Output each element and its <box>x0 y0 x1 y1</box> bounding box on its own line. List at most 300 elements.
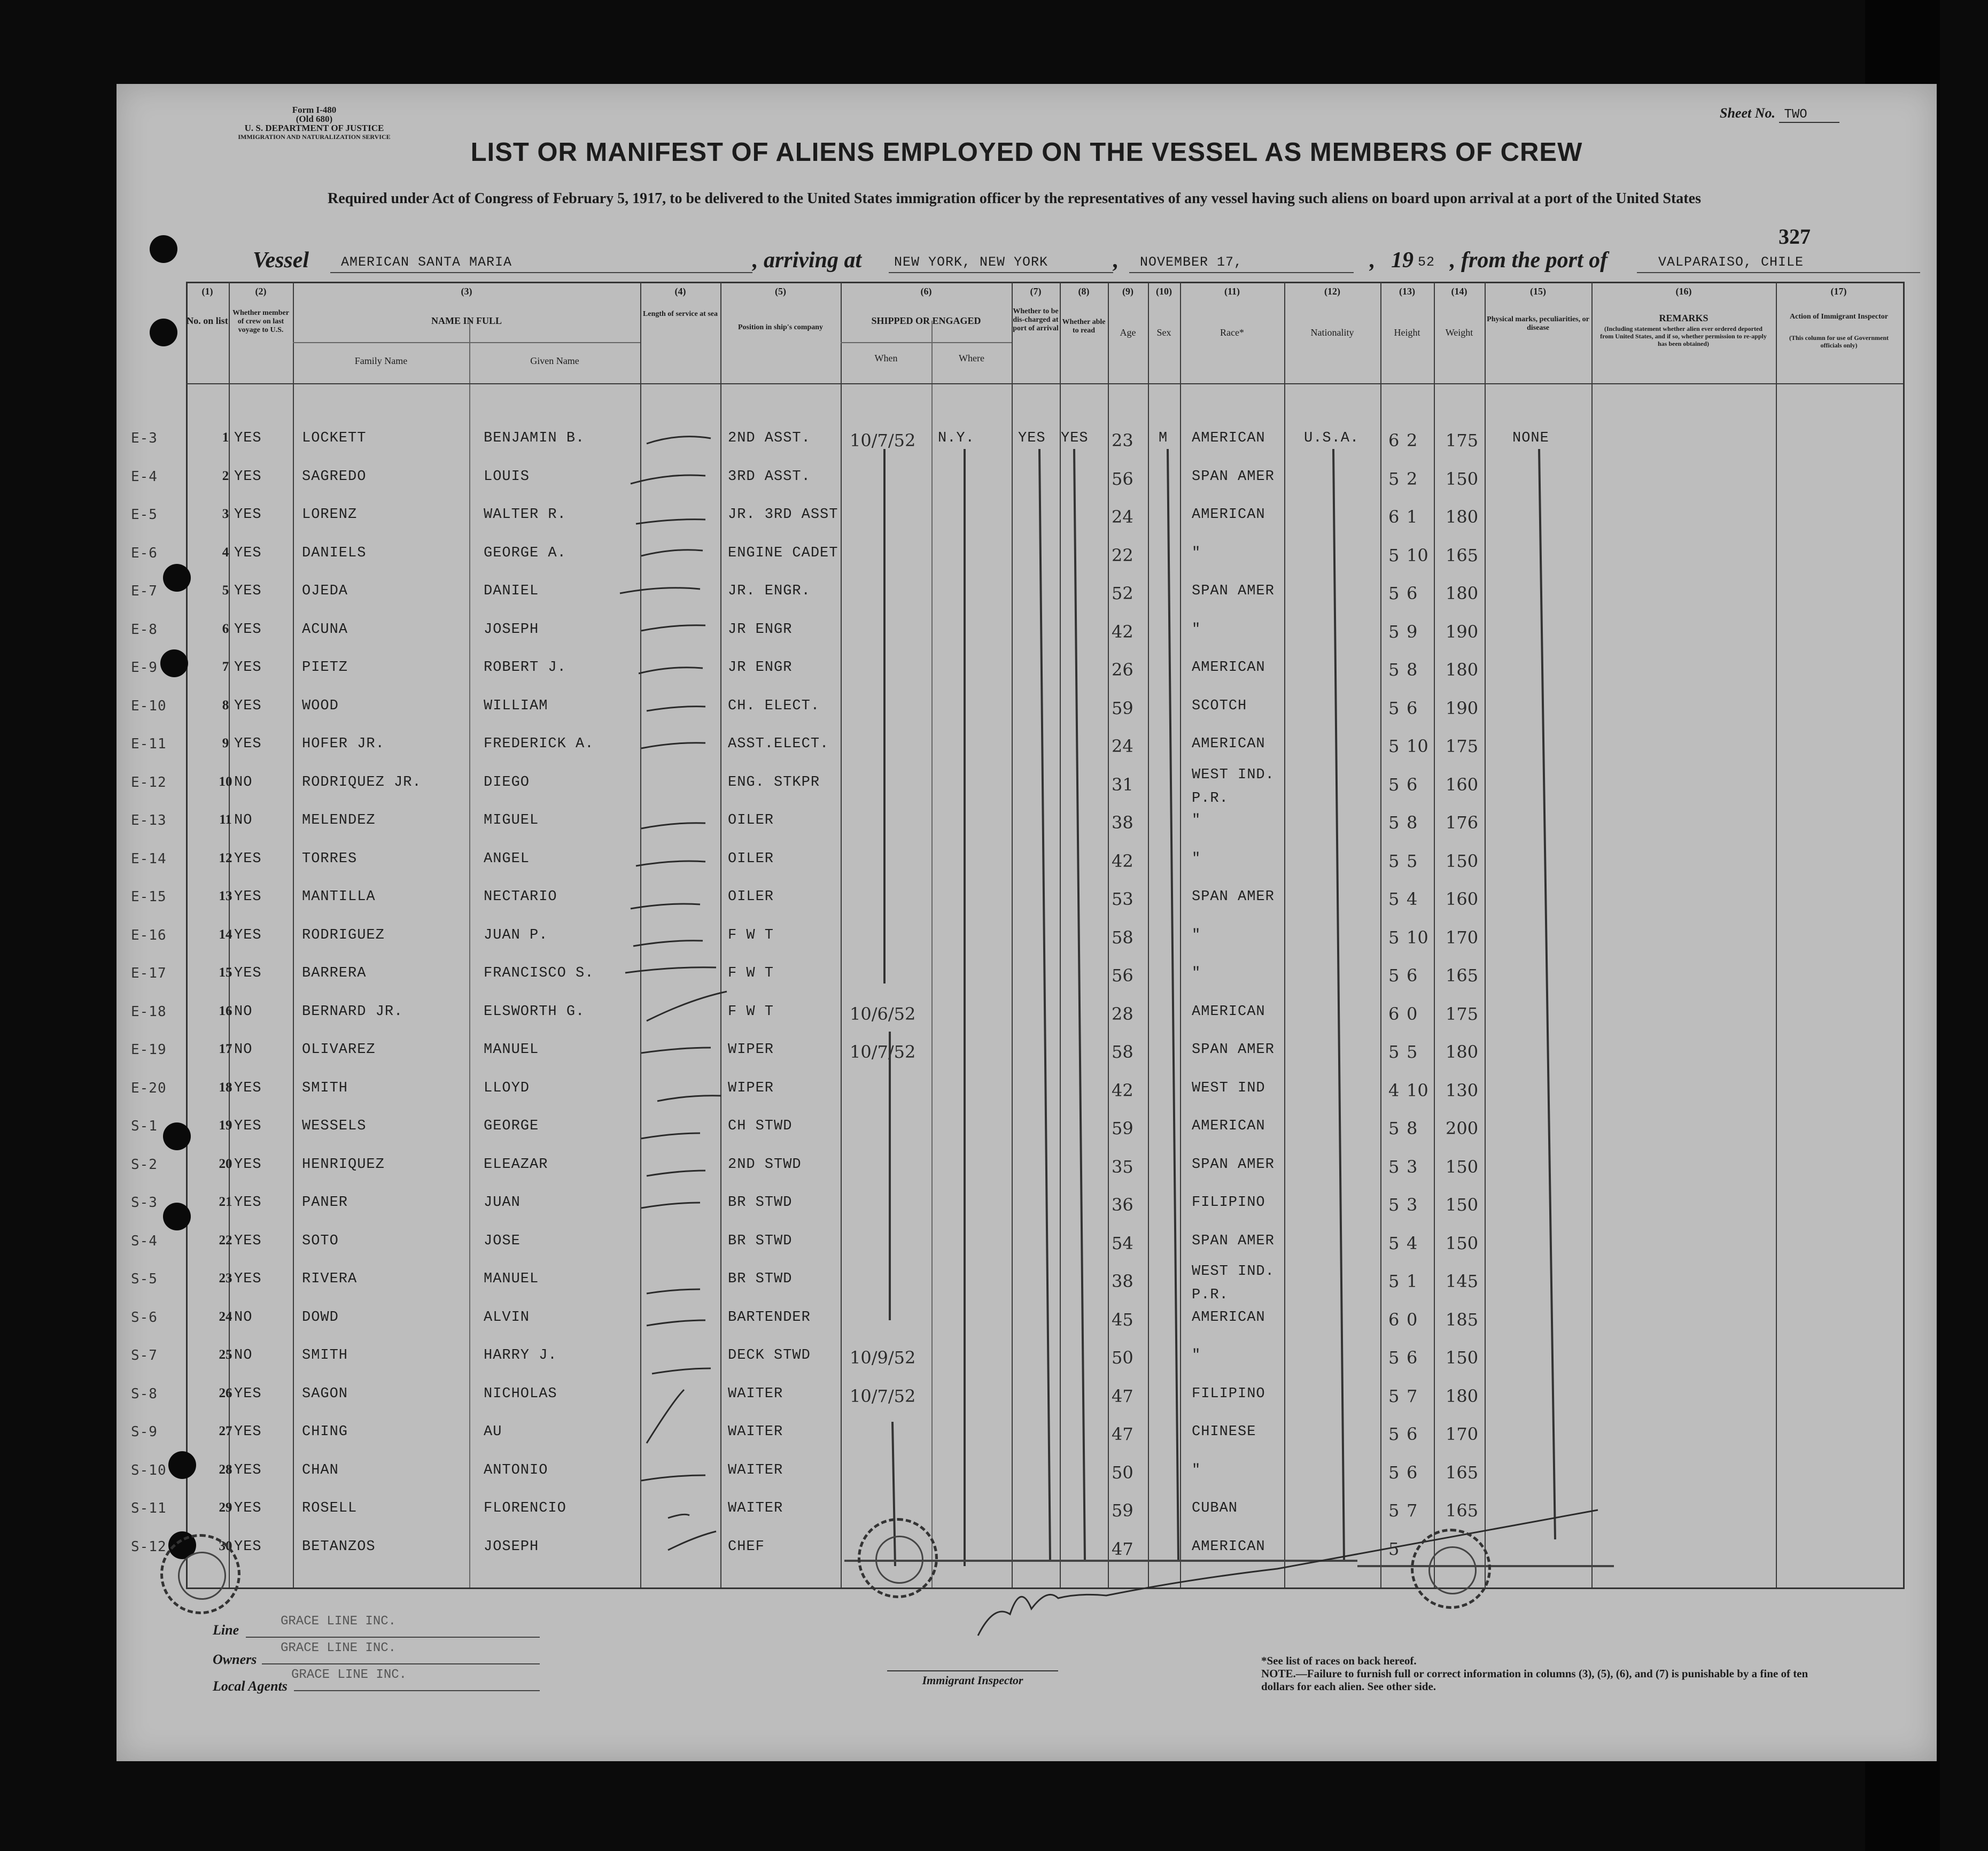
cell-where: N.Y. <box>938 430 975 446</box>
cell-family: MANTILLA <box>302 889 376 905</box>
cell-ht-in: 2 <box>1407 468 1418 489</box>
cell-when: 10/7/52 <box>850 430 916 451</box>
cell-no: 24 <box>219 1309 232 1324</box>
cell-family: SAGREDO <box>302 468 367 485</box>
year-suffix: 52 <box>1418 254 1435 270</box>
cell-position: OILER <box>728 850 774 867</box>
cell-age: 24 <box>1112 736 1133 756</box>
cell-family: SOTO <box>302 1233 339 1249</box>
cell-family: OLIVAREZ <box>302 1042 376 1058</box>
cell-weight: 176 <box>1446 812 1479 833</box>
cell-weight: 170 <box>1446 927 1479 948</box>
cell-code: E-17 <box>131 965 167 981</box>
cell-weight: 165 <box>1446 1462 1479 1483</box>
cell-no: 19 <box>219 1118 232 1133</box>
cell-code: E-8 <box>131 621 158 638</box>
cell-age: 35 <box>1112 1156 1133 1177</box>
header-shipped-engaged: SHIPPED OR ENGAGED <box>871 315 981 326</box>
cell-last: YES <box>234 507 262 523</box>
cell-weight: 150 <box>1446 468 1479 489</box>
cell-ht-ft: 5 <box>1388 736 1400 756</box>
cell-race: WEST IND <box>1192 1080 1265 1096</box>
inspector-signature-line: Immigrant Inspector <box>887 1670 1058 1687</box>
cell-given: JUAN <box>484 1195 521 1211</box>
cell-race: FILIPINO <box>1192 1385 1265 1402</box>
header-last-voyage: Whether member of crew on last voyage to U.S. <box>232 309 289 334</box>
cell-last: YES <box>234 468 262 485</box>
cell-age: 52 <box>1112 583 1133 603</box>
punch-hole <box>163 1122 191 1150</box>
colnum-9: (9) <box>1122 286 1133 297</box>
cell-age: 56 <box>1112 965 1133 986</box>
cell-age: 50 <box>1112 1347 1133 1368</box>
cell-race: AMERICAN <box>1192 736 1265 752</box>
cell-family: PIETZ <box>302 660 348 676</box>
colnum-8: (8) <box>1078 286 1090 297</box>
form-identifier <box>202 105 426 142</box>
cell-ht-in: 6 <box>1407 583 1418 603</box>
cell-given: FREDERICK A. <box>484 736 594 752</box>
sheet-number-value: TWO <box>1779 107 1839 123</box>
cell-last: YES <box>234 850 262 867</box>
cell-age: 59 <box>1112 1500 1133 1521</box>
arrival-date: NOVEMBER 17, <box>1140 254 1243 270</box>
cell-given: ELSWORTH G. <box>484 1003 585 1020</box>
cell-given: FRANCISCO S. <box>484 965 594 981</box>
header-shipped-when: When <box>874 353 898 363</box>
cell-no: 23 <box>219 1271 232 1285</box>
punch-hole <box>168 1451 196 1479</box>
cell-code: S-7 <box>131 1347 158 1364</box>
cell-position: BR STWD <box>728 1233 793 1249</box>
cell-given: ELEAZAR <box>484 1156 548 1173</box>
cell-weight: 165 <box>1446 965 1479 986</box>
cell-code: E-4 <box>131 468 158 485</box>
cell-no: 27 <box>219 1424 232 1438</box>
from-port: VALPARAISO, CHILE <box>1658 254 1804 270</box>
colnum-15: (15) <box>1530 286 1546 297</box>
cell-given: LOUIS <box>484 468 530 485</box>
sheet-number <box>1720 105 1839 122</box>
cell-position: JR. ENGR. <box>728 583 811 599</box>
cell-given: NICHOLAS <box>484 1385 557 1402</box>
cell-no: 3 <box>222 507 229 521</box>
cell-given: FLORENCIO <box>484 1500 566 1516</box>
header-position: Position in ship's company <box>737 323 824 331</box>
cell-given: ANGEL <box>484 850 530 867</box>
cell-race: WEST IND. <box>1192 1264 1275 1280</box>
cell-ht-ft: 5 <box>1388 850 1400 871</box>
cell-family: SAGON <box>302 1385 348 1402</box>
cell-ht-ft: 5 <box>1388 1042 1400 1062</box>
cell-no: 18 <box>219 1080 232 1095</box>
cell-ht-in: 6 <box>1407 1424 1418 1444</box>
port-stamp <box>160 1534 240 1614</box>
cell-weight: 150 <box>1446 1347 1479 1368</box>
header-family-name: Family Name <box>354 355 408 366</box>
cell-age: 38 <box>1112 812 1133 833</box>
cell-race: SPAN AMER <box>1192 1042 1275 1058</box>
cell-no: 9 <box>222 736 229 750</box>
cell-family: WOOD <box>302 698 339 714</box>
cell-ht-in: 10 <box>1407 736 1428 756</box>
cell-race: " <box>1192 1347 1201 1364</box>
cell-age: 26 <box>1112 660 1133 680</box>
cell-no: 22 <box>219 1233 232 1248</box>
port-stamp <box>858 1518 938 1598</box>
cell-age: 58 <box>1112 1042 1133 1062</box>
cell-age: 36 <box>1112 1195 1133 1215</box>
department-name: U. S. DEPARTMENT OF JUSTICE <box>244 123 384 133</box>
cell-given: JOSEPH <box>484 621 539 638</box>
cell-family: RODRIGUEZ <box>302 927 385 943</box>
cell-ht-ft: 5 <box>1388 545 1400 566</box>
cell-race: SPAN AMER <box>1192 468 1275 485</box>
cell-last: YES <box>234 1271 262 1287</box>
from-port-label: , from the port of <box>1450 248 1608 273</box>
cell-weight: 175 <box>1446 1003 1479 1024</box>
cell-family: BARRERA <box>302 965 367 981</box>
cell-position: WAITER <box>728 1424 783 1440</box>
colnum-17: (17) <box>1830 286 1847 297</box>
header-race: Race* <box>1220 327 1244 338</box>
cell-position: BR STWD <box>728 1271 793 1287</box>
cell-age: 31 <box>1112 774 1133 795</box>
header-remarks: REMARKS <box>1659 313 1709 323</box>
cell-race: WEST IND. <box>1192 766 1275 783</box>
cell-discharged: YES <box>1018 430 1046 446</box>
vessel-line: Vessel AMERICAN SANTA MARIA , arriving at NEW YORK, NEW YORK , NOVEMBER 17, , 19 52 , from the port of VALPARAISO, CHILE <box>253 244 1920 276</box>
cell-family: CHING <box>302 1424 348 1440</box>
cell-code: S-12 <box>131 1538 167 1555</box>
port-stamp <box>1411 1529 1491 1609</box>
header-length-of-service: Length of service at sea <box>643 310 718 318</box>
cell-given: JOSE <box>484 1233 521 1249</box>
cell-last: YES <box>234 1462 262 1478</box>
cell-code: E-3 <box>131 430 158 446</box>
cell-code: E-6 <box>131 545 158 561</box>
cell-last: YES <box>234 1424 262 1440</box>
cell-ht-ft: 5 <box>1388 698 1400 718</box>
cell-position: WAITER <box>728 1385 783 1402</box>
header-sex: Sex <box>1156 327 1171 338</box>
cell-no: 6 <box>222 621 229 636</box>
cell-code: S-8 <box>131 1385 158 1402</box>
cell-no: 1 <box>222 430 229 445</box>
cell-given: GEORGE A. <box>484 545 566 561</box>
cell-read: YES <box>1061 430 1089 446</box>
cell-no: 26 <box>219 1385 232 1400</box>
cell-age: 50 <box>1112 1462 1133 1483</box>
cell-ht-ft: 6 <box>1388 430 1400 451</box>
cell-code: E-10 <box>131 698 167 714</box>
cell-ht-ft: 5 <box>1388 965 1400 986</box>
cell-age: 47 <box>1112 1385 1133 1406</box>
cell-ht-in: 5 <box>1407 1042 1418 1062</box>
cell-weight: 160 <box>1446 889 1479 909</box>
cell-given: DIEGO <box>484 774 530 791</box>
cell-ht-in: 7 <box>1407 1385 1418 1406</box>
cell-ht-in: 7 <box>1407 1500 1418 1521</box>
cell-family: OJEDA <box>302 583 348 599</box>
cell-no: 25 <box>219 1347 232 1362</box>
page-subtitle: Required under Act of Congress of February 5, 1917, to be delivered to the United States immigration officer by the representatives of any vessel having such aliens on board upon arrival at a port of the United States <box>328 190 1701 207</box>
cell-weight: 175 <box>1446 430 1479 451</box>
cell-race: AMERICAN <box>1192 1538 1265 1555</box>
owners-value: GRACE LINE INC. <box>281 1641 397 1655</box>
cell-age: 59 <box>1112 698 1133 718</box>
cell-family: BETANZOS <box>302 1538 376 1555</box>
cell-position: 2ND STWD <box>728 1156 802 1173</box>
owners-label: Owners <box>213 1652 257 1667</box>
cell-ht-ft: 6 <box>1388 507 1400 527</box>
cell-no: 5 <box>222 583 229 598</box>
vessel-label: Vessel <box>253 248 309 273</box>
cell-weight: 190 <box>1446 621 1479 642</box>
colnum-14: (14) <box>1451 286 1467 297</box>
cell-no: 10 <box>219 774 232 789</box>
cell-given: AU <box>484 1424 502 1440</box>
cell-last: YES <box>234 621 262 638</box>
cell-given: JUAN P. <box>484 927 548 943</box>
cell-position: 3RD ASST. <box>728 468 811 485</box>
cell-ht-ft: 5 <box>1388 468 1400 489</box>
cell-ht-in: 6 <box>1407 698 1418 718</box>
cell-ht-ft: 5 <box>1388 660 1400 680</box>
cell-ht-in: 1 <box>1407 507 1418 527</box>
cell-when: 10/6/52 <box>850 1003 916 1024</box>
header-name-in-full: NAME IN FULL <box>431 315 502 326</box>
cell-code: S-9 <box>131 1424 158 1440</box>
cell-ht-in: 6 <box>1407 1462 1418 1483</box>
cell-no: 2 <box>222 468 229 483</box>
cell-position: ENGINE CADET <box>728 545 838 561</box>
cell-weight: 150 <box>1446 1233 1479 1253</box>
header-given-name: Given Name <box>530 355 579 366</box>
header-weight: Weight <box>1445 327 1473 338</box>
punch-hole <box>150 319 177 346</box>
cell-code: E-15 <box>131 889 167 905</box>
cell-code: E-20 <box>131 1080 167 1096</box>
cell-given: WILLIAM <box>484 698 548 714</box>
cell-code: E-19 <box>131 1042 167 1058</box>
cell-ht-in: 6 <box>1407 965 1418 986</box>
cell-ht-ft: 5 <box>1388 1500 1400 1521</box>
cell-no: 8 <box>222 698 229 712</box>
cell-last: YES <box>234 927 262 943</box>
cell-race-continued: P.R. <box>1192 1287 1229 1303</box>
cell-ht-ft: 5 <box>1388 1424 1400 1444</box>
cell-given: ROBERT J. <box>484 660 566 676</box>
race-note: *See list of races on back hereof. <box>1261 1654 1417 1667</box>
cell-weight: 150 <box>1446 1156 1479 1177</box>
cell-weight: 150 <box>1446 1195 1479 1215</box>
cell-family: BERNARD JR. <box>302 1003 403 1020</box>
cell-age: 53 <box>1112 889 1133 909</box>
punch-hole <box>160 649 188 677</box>
cell-marks: NONE <box>1512 430 1549 446</box>
cell-given: MANUEL <box>484 1271 539 1287</box>
cell-when: 10/7/52 <box>850 1042 916 1062</box>
cell-weight: 180 <box>1446 660 1479 680</box>
cell-last: YES <box>234 1538 262 1555</box>
cell-no: 13 <box>219 889 232 903</box>
cell-given: HARRY J. <box>484 1347 557 1364</box>
service-name: IMMIGRATION AND NATURALIZATION SERVICE <box>238 133 391 141</box>
cell-code: S-1 <box>131 1118 158 1134</box>
arriving-port: NEW YORK, NEW YORK <box>894 254 1049 270</box>
cell-ht-in: 3 <box>1407 1156 1418 1177</box>
cell-given: BENJAMIN B. <box>484 430 585 446</box>
cell-code: E-18 <box>131 1003 167 1020</box>
cell-age: 45 <box>1112 1309 1133 1330</box>
cell-race: " <box>1192 812 1201 828</box>
cell-code: S-2 <box>131 1156 158 1173</box>
cell-weight: 165 <box>1446 545 1479 566</box>
cell-sex: M <box>1159 430 1168 446</box>
punch-hole <box>163 1203 191 1230</box>
cell-given: GEORGE <box>484 1118 539 1134</box>
cell-last: YES <box>234 1080 262 1096</box>
cell-ht-ft: 5 <box>1388 1195 1400 1215</box>
cell-given: ANTONIO <box>484 1462 548 1478</box>
cell-family: HENRIQUEZ <box>302 1156 385 1173</box>
colnum-10: (10) <box>1156 286 1172 297</box>
cell-age: 54 <box>1112 1233 1133 1253</box>
cell-ht-in: 4 <box>1407 889 1418 909</box>
cell-age: 56 <box>1112 468 1133 489</box>
cell-no: 20 <box>219 1156 232 1171</box>
cell-ht-ft: 4 <box>1388 1080 1400 1101</box>
cell-weight: 190 <box>1446 698 1479 718</box>
cell-code: E-5 <box>131 507 158 523</box>
cell-race: " <box>1192 850 1201 867</box>
cell-no: 12 <box>219 850 232 865</box>
cell-family: PANER <box>302 1195 348 1211</box>
page-number: 327 <box>1779 224 1811 249</box>
cell-ht-in: 6 <box>1407 1347 1418 1368</box>
cell-given: NECTARIO <box>484 889 557 905</box>
cell-no: 15 <box>219 965 232 980</box>
cell-position: OILER <box>728 812 774 828</box>
colnum-4: (4) <box>674 286 686 297</box>
cell-ht-ft: 5 <box>1388 889 1400 909</box>
cell-ht-ft: 6 <box>1388 1309 1400 1330</box>
penalty-note: NOTE.—Failure to furnish full or correct information in columns (3), (5), (6), and (7) is punishable by a fine of ten dollars for each alien. See other side. <box>1261 1667 1808 1693</box>
cell-race: " <box>1192 1462 1201 1478</box>
cell-code: E-14 <box>131 850 167 867</box>
cell-ht-in: 8 <box>1407 812 1418 833</box>
cell-code: E-11 <box>131 736 167 752</box>
cell-position: F W T <box>728 1003 774 1020</box>
cell-race: SPAN AMER <box>1192 583 1275 599</box>
cell-race: AMERICAN <box>1192 660 1265 676</box>
line-label: Line <box>213 1622 239 1638</box>
cell-ht-in: 9 <box>1407 621 1418 642</box>
cell-race: AMERICAN <box>1192 1309 1265 1326</box>
colnum-6: (6) <box>920 286 932 297</box>
colnum-11: (11) <box>1224 286 1240 297</box>
cell-last: YES <box>234 736 262 752</box>
colnum-1: (1) <box>201 286 213 297</box>
cell-age: 47 <box>1112 1424 1133 1444</box>
cell-weight: 200 <box>1446 1118 1479 1139</box>
cell-age: 59 <box>1112 1118 1133 1139</box>
cell-family: LOCKETT <box>302 430 367 446</box>
cell-race: AMERICAN <box>1192 430 1265 446</box>
cell-nationality: U.S.A. <box>1304 430 1360 446</box>
cell-ht-ft: 5 <box>1388 1118 1400 1139</box>
colnum-2: (2) <box>255 286 267 297</box>
cell-last: YES <box>234 660 262 676</box>
cell-code: S-11 <box>131 1500 167 1516</box>
cell-last: NO <box>234 774 253 791</box>
header-height: Height <box>1394 327 1420 338</box>
cell-position: F W T <box>728 927 774 943</box>
cell-when: 10/9/52 <box>850 1347 916 1368</box>
page-title: LIST OR MANIFEST OF ALIENS EMPLOYED ON THE VESSEL AS MEMBERS OF CREW <box>470 138 1583 167</box>
arriving-label: , arriving at <box>752 248 862 273</box>
cell-race: " <box>1192 965 1201 981</box>
cell-weight: 150 <box>1446 850 1479 871</box>
cell-race: CUBAN <box>1192 1500 1238 1516</box>
cell-ht-ft: 6 <box>1388 1003 1400 1024</box>
punch-hole <box>150 235 177 263</box>
header-nationality: Nationality <box>1310 327 1354 338</box>
cell-race: FILIPINO <box>1192 1195 1265 1211</box>
cell-ht-ft: 5 <box>1388 812 1400 833</box>
cell-code: E-16 <box>131 927 167 943</box>
cell-given: DANIEL <box>484 583 539 599</box>
cell-age: 24 <box>1112 507 1133 527</box>
cell-code: S-10 <box>131 1462 167 1478</box>
cell-no: 4 <box>222 545 229 560</box>
cell-position: CH STWD <box>728 1118 793 1134</box>
colnum-7: (7) <box>1030 286 1042 297</box>
cell-ht-ft: 5 <box>1388 1462 1400 1483</box>
cell-code: S-6 <box>131 1309 158 1326</box>
cell-family: SMITH <box>302 1080 348 1096</box>
cell-family: ACUNA <box>302 621 348 638</box>
cell-race: CHINESE <box>1192 1424 1256 1440</box>
cell-position: ASST.ELECT. <box>728 736 829 752</box>
colnum-13: (13) <box>1399 286 1415 297</box>
header-remarks-note: (Including statement whether alien ever ordered deported from United States, and if so, whether permission to re-apply has been obtained) <box>1600 325 1767 347</box>
cell-last: NO <box>234 1003 253 1020</box>
cell-ht-in: 0 <box>1407 1309 1418 1330</box>
cell-family: RODRIQUEZ JR. <box>302 774 422 791</box>
cell-position: JR ENGR <box>728 660 793 676</box>
sheet-number-label: Sheet No. <box>1720 105 1775 121</box>
cell-weight: 180 <box>1446 1042 1479 1062</box>
cell-family: LORENZ <box>302 507 358 523</box>
cell-age: 42 <box>1112 850 1133 871</box>
cell-last: YES <box>234 1500 262 1516</box>
cell-ht-ft: 5 <box>1388 1271 1400 1291</box>
cell-race: " <box>1192 927 1201 943</box>
cell-weight: 170 <box>1446 1424 1479 1444</box>
cell-ht-in: 4 <box>1407 1233 1418 1253</box>
cell-family: TORRES <box>302 850 358 867</box>
cell-given: JOSEPH <box>484 1538 539 1555</box>
vessel-name: AMERICAN SANTA MARIA <box>341 254 512 270</box>
cell-race: SPAN AMER <box>1192 1156 1275 1173</box>
cell-family: CHAN <box>302 1462 339 1478</box>
cell-given: LLOYD <box>484 1080 530 1096</box>
cell-age: 42 <box>1112 621 1133 642</box>
cell-ht-in: 3 <box>1407 1195 1418 1215</box>
cell-family: WESSELS <box>302 1118 367 1134</box>
